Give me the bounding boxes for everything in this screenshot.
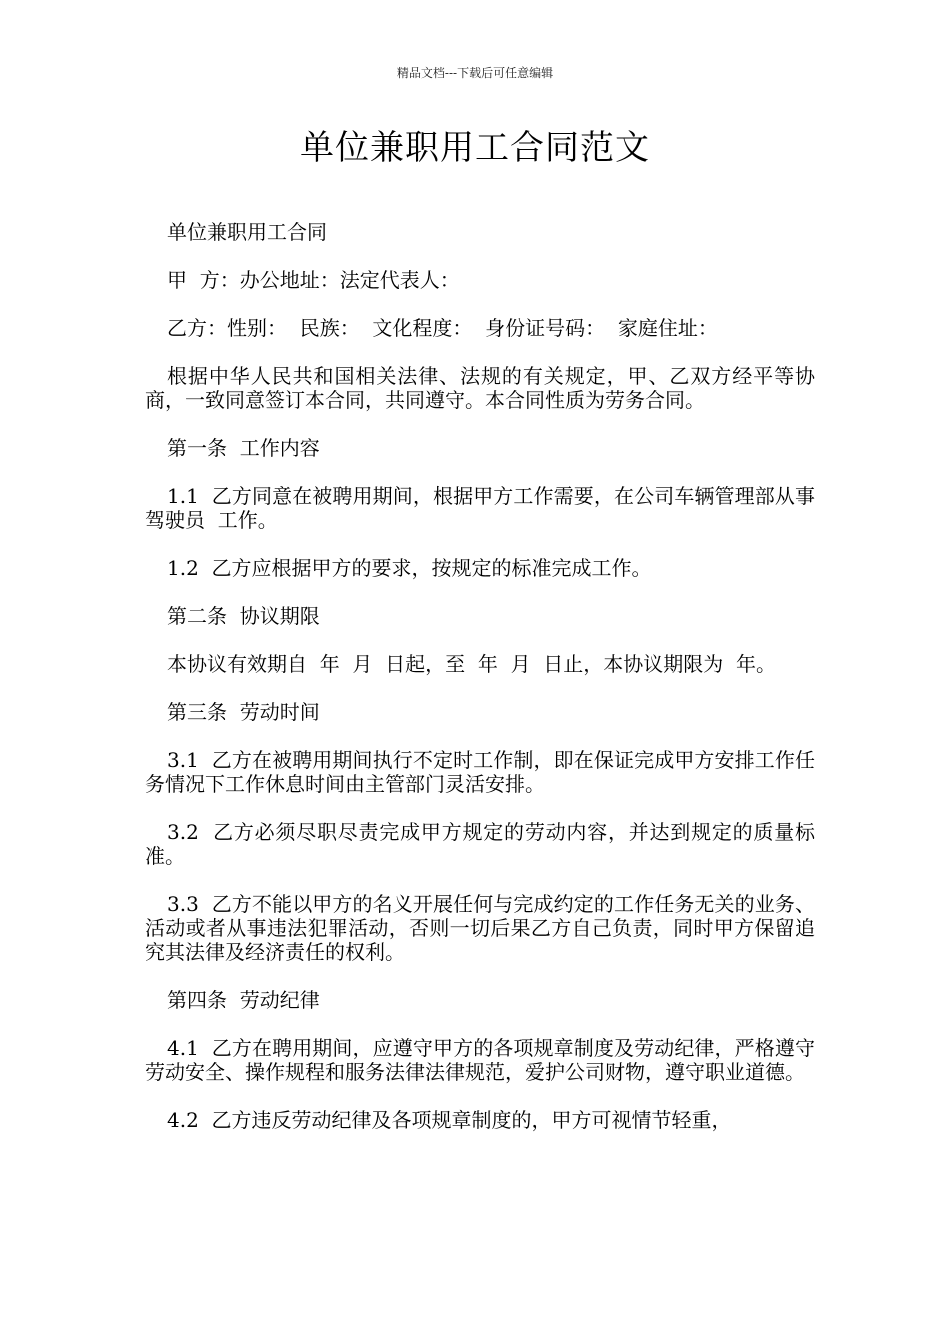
agreement-term-line: 本协议有效期自 年 月 日起，至 年 月 日止，本协议期限为 年。 [167, 652, 777, 676]
article-1-heading: 第一条 工作内容 [167, 436, 320, 460]
clause-1-2: 1.2 乙方应根据甲方的要求，按规定的标准完成工作。 [167, 556, 652, 580]
party-b-line: 乙方：性别： 民族： 文化程度： 身份证号码： 家庭住址： [167, 316, 718, 340]
clause-3-1: 3.1 乙方在被聘用期间执行不定时工作制，即在保证完成甲方安排工作任务情况下工作休息时间由主管部门灵活安排。 [145, 748, 815, 796]
contract-heading: 单位兼职用工合同 [167, 220, 327, 244]
article-4-heading: 第四条 劳动纪律 [167, 988, 320, 1012]
party-a-line: 甲 方：办公地址：法定代表人： [167, 268, 460, 292]
clause-4-2: 4.2 乙方违反劳动纪律及各项规章制度的，甲方可视情节轻重， [167, 1108, 732, 1132]
page-header-note: 精品文档---下载后可任意编辑 [396, 66, 554, 80]
article-2-heading: 第二条 协议期限 [167, 604, 320, 628]
clause-3-3: 3.3 乙方不能以甲方的名义开展任何与完成约定的工作任务无关的业务、活动或者从事违法犯罪活动，否则一切后果乙方自己负责，同时甲方保留追究其法律及经济责任的权利。 [145, 892, 815, 964]
article-3-heading: 第三条 劳动时间 [167, 700, 320, 724]
document-body [145, 220, 828, 1156]
clause-1-1: 1.1 乙方同意在被聘用期间，根据甲方工作需要，在公司车辆管理部从事 驾驶员 工作。 [145, 484, 828, 532]
preamble-paragraph: 根据中华人民共和国相关法律、法规的有关规定，甲、乙双方经平等协商，一致同意签订本合同，共同遵守。本合同性质为劳务合同。 [145, 364, 815, 412]
clause-4-1: 4.1 乙方在聘用期间，应遵守甲方的各项规章制度及劳动纪律，严格遵守劳动安全、操作规程和服务法律法律规范，爱护公司财物，遵守职业道德。 [145, 1036, 815, 1084]
document-title: 单位兼职用工合同范文 [300, 128, 650, 168]
clause-3-2: 3.2 乙方必须尽职尽责完成甲方规定的劳动内容，并达到规定的质量标准。 [145, 820, 815, 868]
